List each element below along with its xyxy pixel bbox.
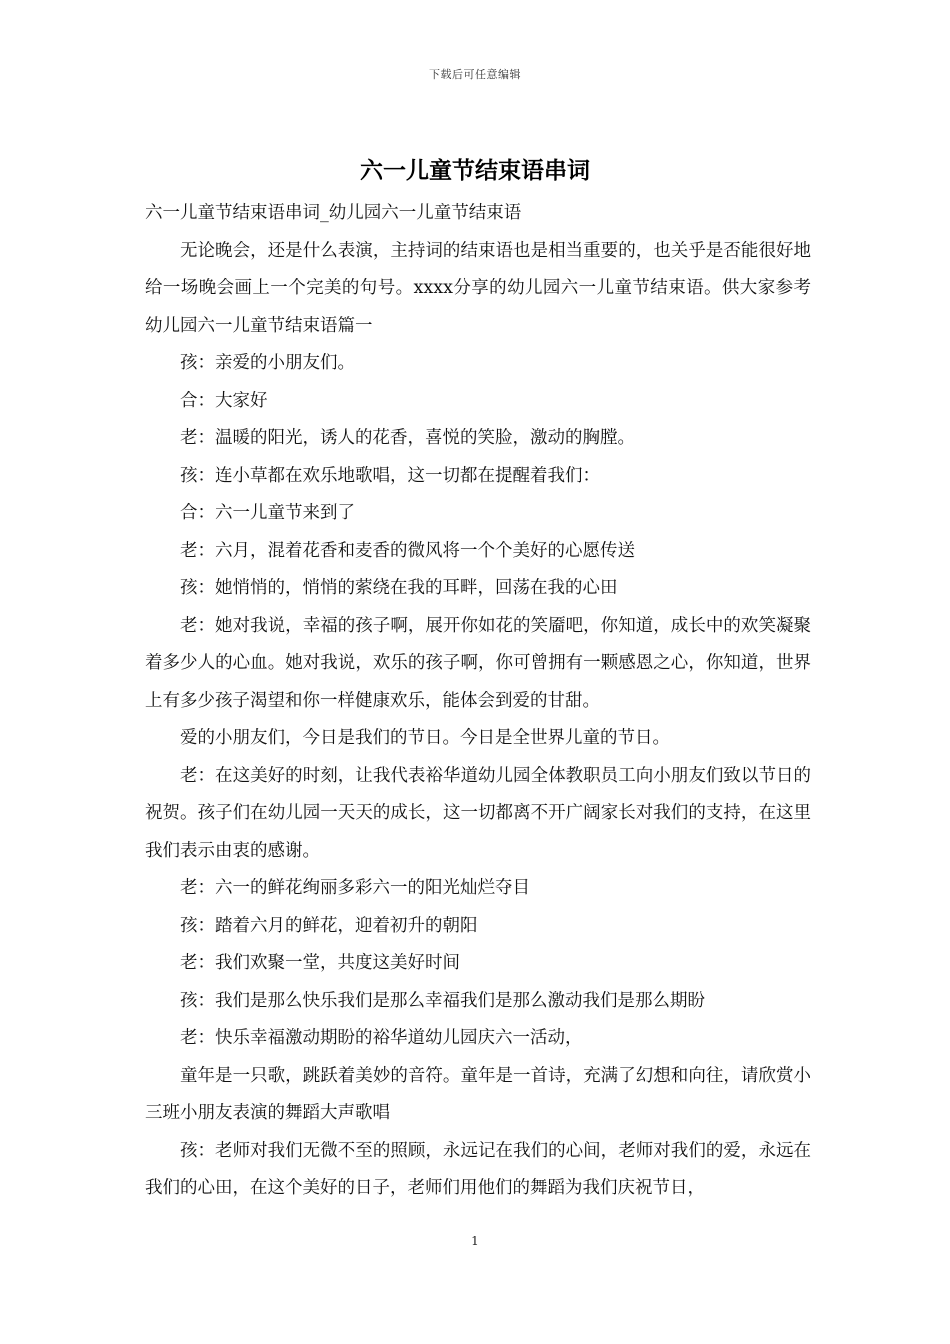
paragraph: 老：温暖的阳光，诱人的花香，喜悦的笑脸，激动的胸膛。 [180,428,635,448]
paragraph: 合：大家好 [180,390,268,411]
paragraph: 爱的小朋友们，今日是我们的节日。今日是全世界儿童的节日。 [180,728,670,748]
paragraph: 孩：我们是那么快乐我们是那么幸福我们是那么激动我们是那么期盼 [180,990,705,1011]
document-body [145,195,811,1208]
paragraph: 合：六一儿童节来到了 [180,503,355,523]
paragraph: 无论晚会，还是什么表演，主持词的结束语也是相当重要的，也关乎是否能很好地给一场晚会画上一个完美的句号。xxxx分享的幼儿园六一儿童节结束语。供大家参考幼儿园六一儿童节结束语篇一 [145,240,811,336]
page-number: 1 [471,1234,479,1248]
paragraph: 老：我们欢聚一堂，共度这美好时间 [180,953,460,973]
paragraph: 童年是一只歌，跳跃着美妙的音符。童年是一首诗，充满了幻想和向往，请欣赏小三班小朋友表演的舞蹈大声歌唱 [145,1065,811,1123]
paragraph: 孩：踏着六月的鲜花，迎着初升的朝阳 [180,915,478,936]
paragraph: 老：快乐幸福激动期盼的裕华道幼儿园庆六一活动， [180,1028,583,1048]
document-title: 六一儿童节结束语串词 [360,157,590,184]
paragraph: 老：她对我说，幸福的孩子啊，展开你如花的笑靥吧，你知道，成长中的欢笑凝聚着多少人的心血。她对我说，欢乐的孩子啊，你可曾拥有一颗感恩之心，你知道，世界上有多少孩子渴望和你一样健康欢乐，能体会到爱的甘甜。 [145,615,811,711]
paragraph: 孩：连小草都在欢乐地歌唱，这一切都在提醒着我们： [180,465,600,486]
paragraph: 孩：她悄悄的，悄悄的萦绕在我的耳畔，回荡在我的心田 [180,578,618,598]
paragraph: 孩：老师对我们无微不至的照顾，永远记在我们的心间，老师对我们的爱，永远在我们的心田，在这个美好的日子，老师们用他们的舞蹈为我们庆祝节日， [145,1140,811,1198]
paragraph: 老：六一的鲜花绚丽多彩六一的阳光灿烂夺目 [180,878,530,898]
paragraph: 孩：亲爱的小朋友们。 [180,353,355,373]
page-header-note: 下载后可任意编辑 [429,68,521,81]
paragraph: 老：在这美好的时刻，让我代表裕华道幼儿园全体教职员工向小朋友们致以节日的祝贺。孩子们在幼儿园一天天的成长，这一切都离不开广阔家长对我们的支持，在这里我们表示由衷的感谢。 [145,765,811,861]
paragraph: 老：六月，混着花香和麦香的微风将一个个美好的心愿传送 [180,540,635,561]
paragraph-subtitle: 六一儿童节结束语串词_幼儿园六一儿童节结束语 [145,203,522,223]
